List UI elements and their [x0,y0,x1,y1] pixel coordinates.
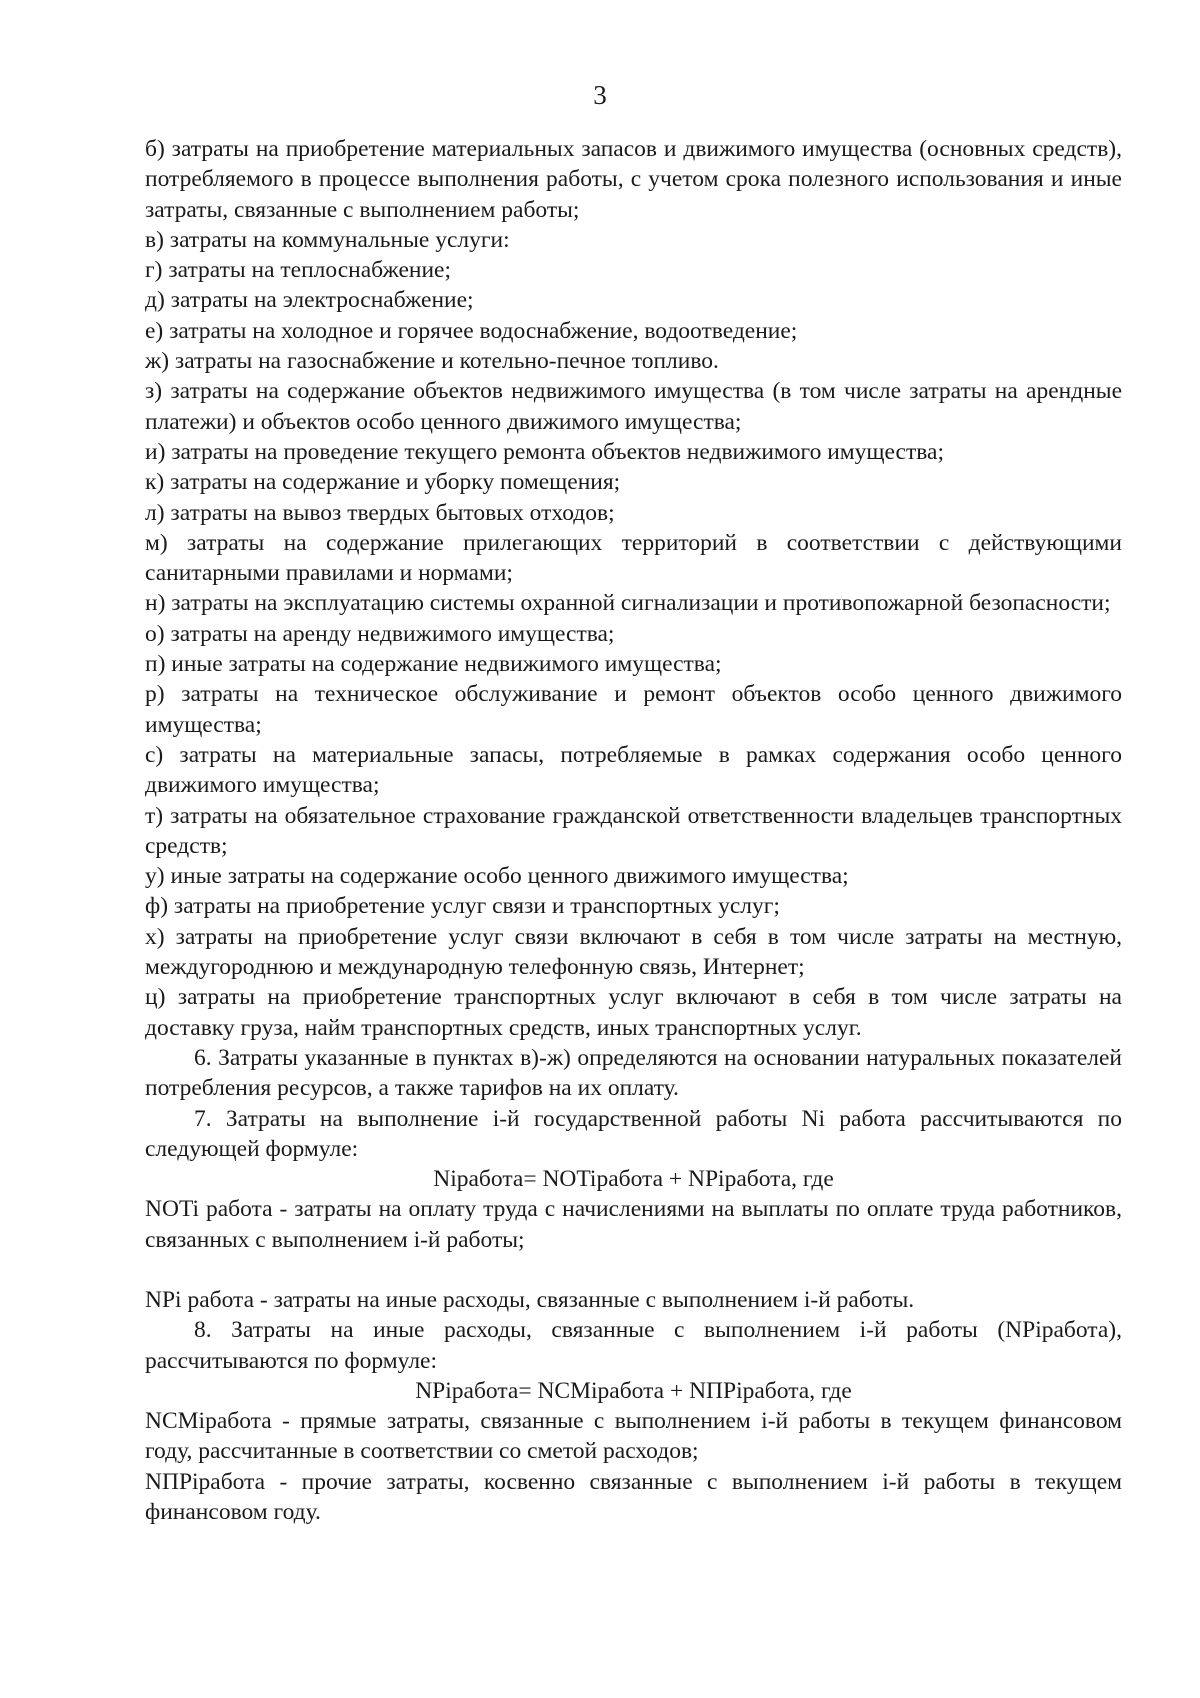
list-item-s: с) затраты на материальные запасы, потребляемые в рамках содержания особо ценного движимого имущества; [145,741,1122,799]
paragraph-7: 7. Затраты на выполнение i-й государственной работы Ni работа рассчитываются по следующей формуле: [145,1105,1122,1162]
list-item-f: ф) затраты на приобретение услуг связи и транспортных услуг; [145,893,780,920]
list-item-v: в) затраты на коммунальные услуги: [145,226,510,253]
document-body [145,134,1122,1527]
list-item-ts: ц) затраты на приобретение транспортных услуг включают в себя в том числе затраты на доставку груза, найм транспортных средств, иных транспортных услуг. [145,984,1122,1041]
list-item-b: б) затраты на приобретение материальных запасов и движимого имущества (основных средств), потребляемого в процессе выполнения работы, с учетом срока полезного использования и иные затраты, связанные с выполнением работы; [145,136,1122,223]
list-item-n: н) затраты на эксплуатацию системы охранной сигнализации и противопожарной безопасности; [145,590,1111,617]
list-item-i: и) затраты на проведение текущего ремонта объектов недвижимого имущества; [145,438,944,465]
list-item-zh: ж) затраты на газоснабжение и котельно-печное топливо. [145,348,719,375]
paragraph-8: 8. Затраты на иные расходы, связанные с выполнением i-й работы (NPiработа), рассчитываются по формуле: [145,1317,1122,1374]
list-item-u: у) иные затраты на содержание особо ценного движимого имущества; [145,863,849,890]
definition-np: NPi работа - затраты на иные расходы, связанные с выполнением i-й работы. [145,1286,915,1313]
definition-ncm: NCMiработа - прямые затраты, связанные с выполнением i-й работы в текущем финансовом году, рассчитанные в соответствии со сметой расходов; [145,1408,1122,1465]
formula-npi: NPiработа= NCMiработа + NПPiработа, где [415,1377,852,1404]
list-item-m: м) затраты на содержание прилегающих территорий в соответствии с действующими санитарными правилами и нормами; [145,529,1122,587]
formula-ni: Niработа= NOTiработа + NPiработа, где [433,1166,834,1193]
list-item-h: х) затраты на приобретение услуг связи включают в себя в том числе затраты на местную, междугороднюю и международную телефонную связь, Интернет; [145,923,1122,981]
blank-line [145,1255,1122,1285]
page-number: 3 [593,80,607,110]
paragraph-6: 6. Затраты указанные в пунктах в)-ж) определяются на основании натуральных показателей потребления ресурсов, а также тарифов на их оплату. [145,1044,1122,1102]
list-item-e: е) затраты на холодное и горячее водоснабжение, водоотведение; [145,317,798,344]
list-item-r: р) затраты на техническое обслуживание и ремонт объектов особо ценного движимого имущества; [145,681,1122,738]
definition-npp: NПPiработа - прочие затраты, косвенно связанные с выполнением i-й работы в текущем финансовом году. [145,1468,1122,1526]
list-item-g: г) затраты на теплоснабжение; [145,257,452,284]
list-item-d: д) затраты на электроснабжение; [145,287,474,314]
list-item-k: к) затраты на содержание и уборку помещения; [145,469,621,496]
definition-not: NOTi работа - затраты на оплату труда с начислениями на выплаты по оплате труда работников, связанных с выполнением i-й работы; [145,1196,1122,1253]
list-item-p: п) иные затраты на содержание недвижимого имущества; [145,651,722,678]
list-item-t: т) затраты на обязательное страхование гражданской ответственности владельцев транспортных средств; [145,802,1122,859]
list-item-l: л) затраты на вывоз твердых бытовых отходов; [145,499,615,526]
list-item-z: з) затраты на содержание объектов недвижимого имущества (в том числе затраты на арендные платежи) и объектов особо ценного движимого имущества; [145,378,1122,435]
list-item-o: о) затраты на аренду недвижимого имущества; [145,620,615,647]
